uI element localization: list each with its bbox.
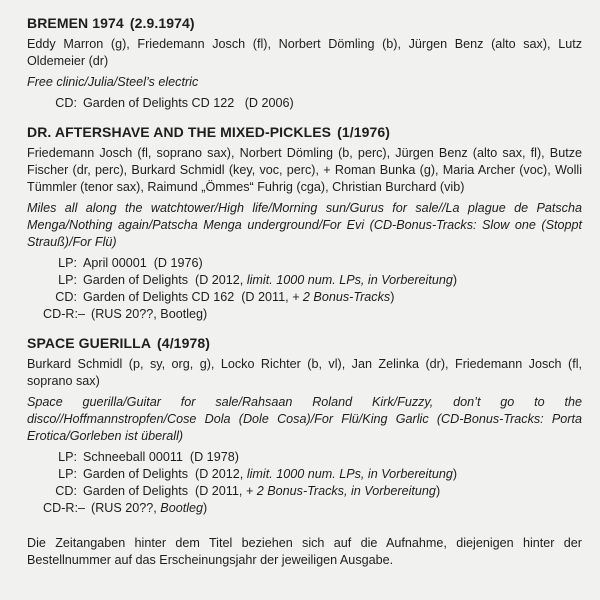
release-details [83, 483, 440, 500]
release-format: CD: [55, 290, 77, 304]
release-detail-text: Garden of Delights CD 122 (D 2006) [83, 96, 294, 110]
musician-list: Eddy Marron (g), Friedemann Josch (fl), Norbert Dömling (b), Jürgen Benz (alto sax), Lutz Oldemeier (dr) [27, 37, 582, 68]
release-details [91, 500, 207, 517]
release-item [27, 483, 582, 500]
release-format: CD-R:– [43, 307, 85, 321]
band-heading [27, 14, 582, 32]
band-heading [27, 334, 582, 352]
recording-date: (1/1976) [337, 124, 391, 140]
release-format: CD: [55, 96, 77, 110]
release-detail-text: limit. 1000 num. LPs, in Vorbereitung [246, 273, 453, 287]
release-detail-text: Garden of Delights (D 2012, [83, 273, 247, 287]
release-detail-text: Garden of Delights (D 2011, [83, 484, 246, 498]
release-item [27, 306, 582, 323]
release-details [83, 272, 457, 289]
band-heading [27, 123, 582, 141]
release-detail-text: ) [435, 484, 441, 498]
release-list [27, 449, 582, 517]
release-format: LP: [58, 273, 77, 287]
release-item [27, 500, 582, 517]
band-title: DR. AFTERSHAVE AND THE MIXED-PICKLES [27, 124, 332, 140]
release-detail-text: ) [452, 467, 458, 481]
release-list [27, 95, 582, 112]
recording-date: (2.9.1974) [129, 15, 195, 31]
track-list: Free clinic/Julia/Steel’s electric [27, 75, 199, 89]
release-detail-text: Bootleg [160, 501, 204, 515]
release-detail-text: ) [452, 273, 458, 287]
release-details [83, 289, 394, 306]
recording-date: (4/1978) [157, 335, 210, 351]
release-detail-text: ) [390, 290, 395, 304]
release-detail-text: April 00001 (D 1976) [83, 256, 203, 270]
release-format: LP: [58, 256, 77, 270]
release-format: CD-R:– [43, 501, 85, 515]
release-format: LP: [58, 450, 77, 464]
musician-list: Friedemann Josch (fl, soprano sax), Norbert Dömling (b, perc), Jürgen Benz (alto sax, fl), Butze Fischer (dr, perc), Burkard Schmidl (key, voc, perc), + Roman Bunka (g), Maria Archer (voc), Wolli Tümmler (tenor sax), Raimund „Ömmes“ Fuhrig (cga), Christian Burchard (vib) [27, 146, 582, 194]
release-detail-text: + 2 Bonus-Tracks [292, 290, 391, 304]
release-detail-text: + 2 Bonus-Tracks, in Vorbereitung [245, 484, 436, 498]
track-list: Space guerilla/Guitar for sale/Rahsaan Roland Kirk/Fuzzy, don’t go to the disco//Hoffmannstropfen/Cose Dola (Dole Cosa)/For Flü/King Garlic (CD-Bonus-Tracks: Porta Erotica/Gorleben ist überall) [27, 395, 582, 443]
release-item [27, 272, 582, 289]
release-item [27, 289, 582, 306]
release-details [83, 95, 294, 112]
track-list: Miles all along the watchtower/High life/Morning sun/Gurus for sale//La plague de Patscha Menga/Nothing again/Patscha Menga underground/For Evi (CD-Bonus-Tracks: Slow one (Stoppt Strauß)/For Flü) [27, 201, 582, 249]
release-detail-text: Schneeball 00011 (D 1978) [83, 450, 239, 464]
release-detail-text: ) [203, 501, 208, 515]
discography-page [27, 14, 582, 569]
band-section [27, 334, 582, 517]
release-details [83, 466, 457, 483]
band-section [27, 14, 582, 112]
release-detail-text: limit. 1000 num. LPs, in Vorbereitung [246, 467, 453, 481]
release-detail-text: (RUS 20??, [91, 501, 161, 515]
release-format: LP: [58, 467, 77, 481]
release-item [27, 95, 582, 112]
release-item [27, 255, 582, 272]
release-details [83, 255, 203, 272]
release-item [27, 466, 582, 483]
release-item [27, 449, 582, 466]
release-detail-text: (RUS 20??, Bootleg) [91, 307, 208, 321]
release-details [91, 306, 207, 323]
footnote: Die Zeitangaben hinter dem Titel beziehen sich auf die Aufnahme, diejenigen hinter der Bestellnummer auf das Erscheinungsjahr der jeweiligen Ausgabe. [27, 536, 582, 567]
sections [27, 14, 582, 517]
release-details [83, 449, 239, 466]
musician-list: Burkard Schmidl (p, sy, org, g), Locko Richter (b, vl), Jan Zelinka (dr), Friedemann Josch (fl, soprano sax) [27, 357, 582, 388]
release-format: CD: [55, 484, 77, 498]
release-detail-text: Garden of Delights CD 162 (D 2011, [83, 290, 293, 304]
release-detail-text: Garden of Delights (D 2012, [83, 467, 247, 481]
band-title: BREMEN 1974 [27, 15, 124, 31]
band-section [27, 123, 582, 323]
band-title: SPACE GUERILLA [27, 335, 152, 351]
release-list [27, 255, 582, 323]
